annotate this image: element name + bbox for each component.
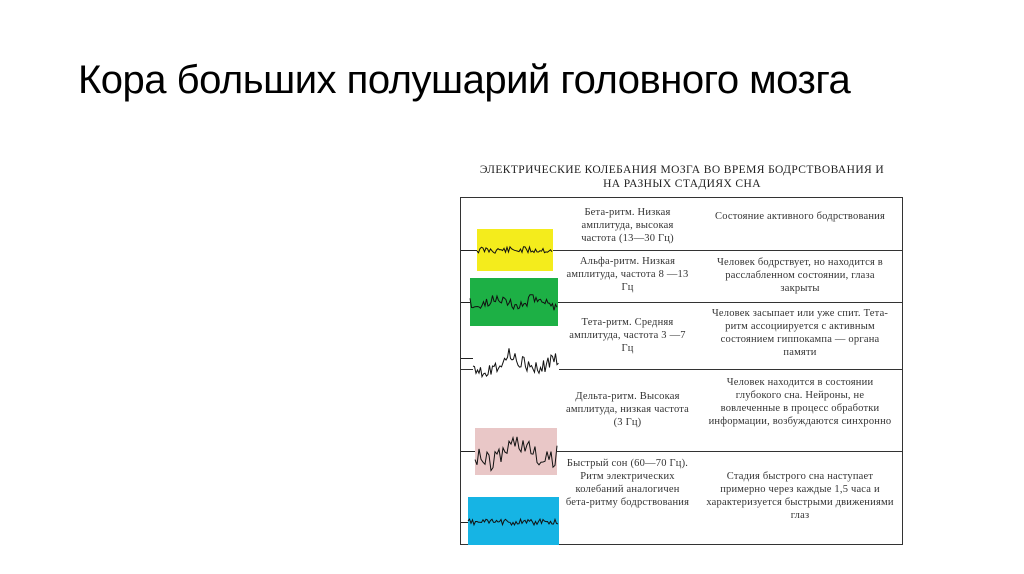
eeg-table [460,197,903,545]
delta-rhythm-description: Дельта-ритм. Высокая амплитуда, низкая частота (3 Гц) [565,391,690,428]
lead-line [461,302,470,303]
figure-caption-line-1: ЭЛЕКТРИЧЕСКИЕ КОЛЕБАНИЯ МОЗГА ВО ВРЕМЯ БОДРСТВОВАНИЯ И [479,164,885,176]
beta-wave-trace [477,240,553,260]
alpha-state-description: Человек бодрствует, но находится в расслабленном состоянии, глаза закрыты [717,257,883,294]
theta-rhythm-description: Тета-ритм. Средняя амплитуда, частота 3 —7 Гц [569,317,686,354]
beta-state-description: Состояние активного бодрствования [714,211,886,222]
lead-line [461,358,473,359]
lead-line [461,250,477,251]
delta-state-description: Человек находится в состоянии глубокого сна. Нейроны, не вовлеченные в процесс обработки информации, возбуждаются синхронно [708,377,892,427]
alpha-rhythm-description: Альфа-ритм. Низкая амплитуда, частота 8 —13 Гц [566,256,689,293]
rem-wave-trace [468,514,559,530]
delta-wave-trace [475,430,557,474]
beta-rhythm-description: Бета-ритм. Низкая амплитуда, высокая частота (13—30 Гц) [581,207,674,244]
figure-caption-line-2: НА РАЗНЫХ СТАДИЯХ СНА [603,178,761,190]
figure-caption [462,163,902,191]
theta-wave-trace [473,348,559,378]
lead-line [461,451,475,452]
theta-state-description: Человек засыпает или уже спит. Тета-ритм ассоциируется с активным состоянием гиппокампа — органа памяти [711,308,889,358]
alpha-wave-trace [470,292,558,312]
rem-rhythm-description: Быстрый сон (60—70 Гц). Ритм электрических колебаний аналогичен бета-ритму бодрствования [565,458,690,508]
lead-line [461,522,468,523]
slide-title: Кора больших полушарий головного мозга [78,58,851,102]
rem-state-description: Стадия быстрого сна наступает примерно через каждые 1,5 часа и характеризуется быстрыми движениями глаз [706,471,894,521]
